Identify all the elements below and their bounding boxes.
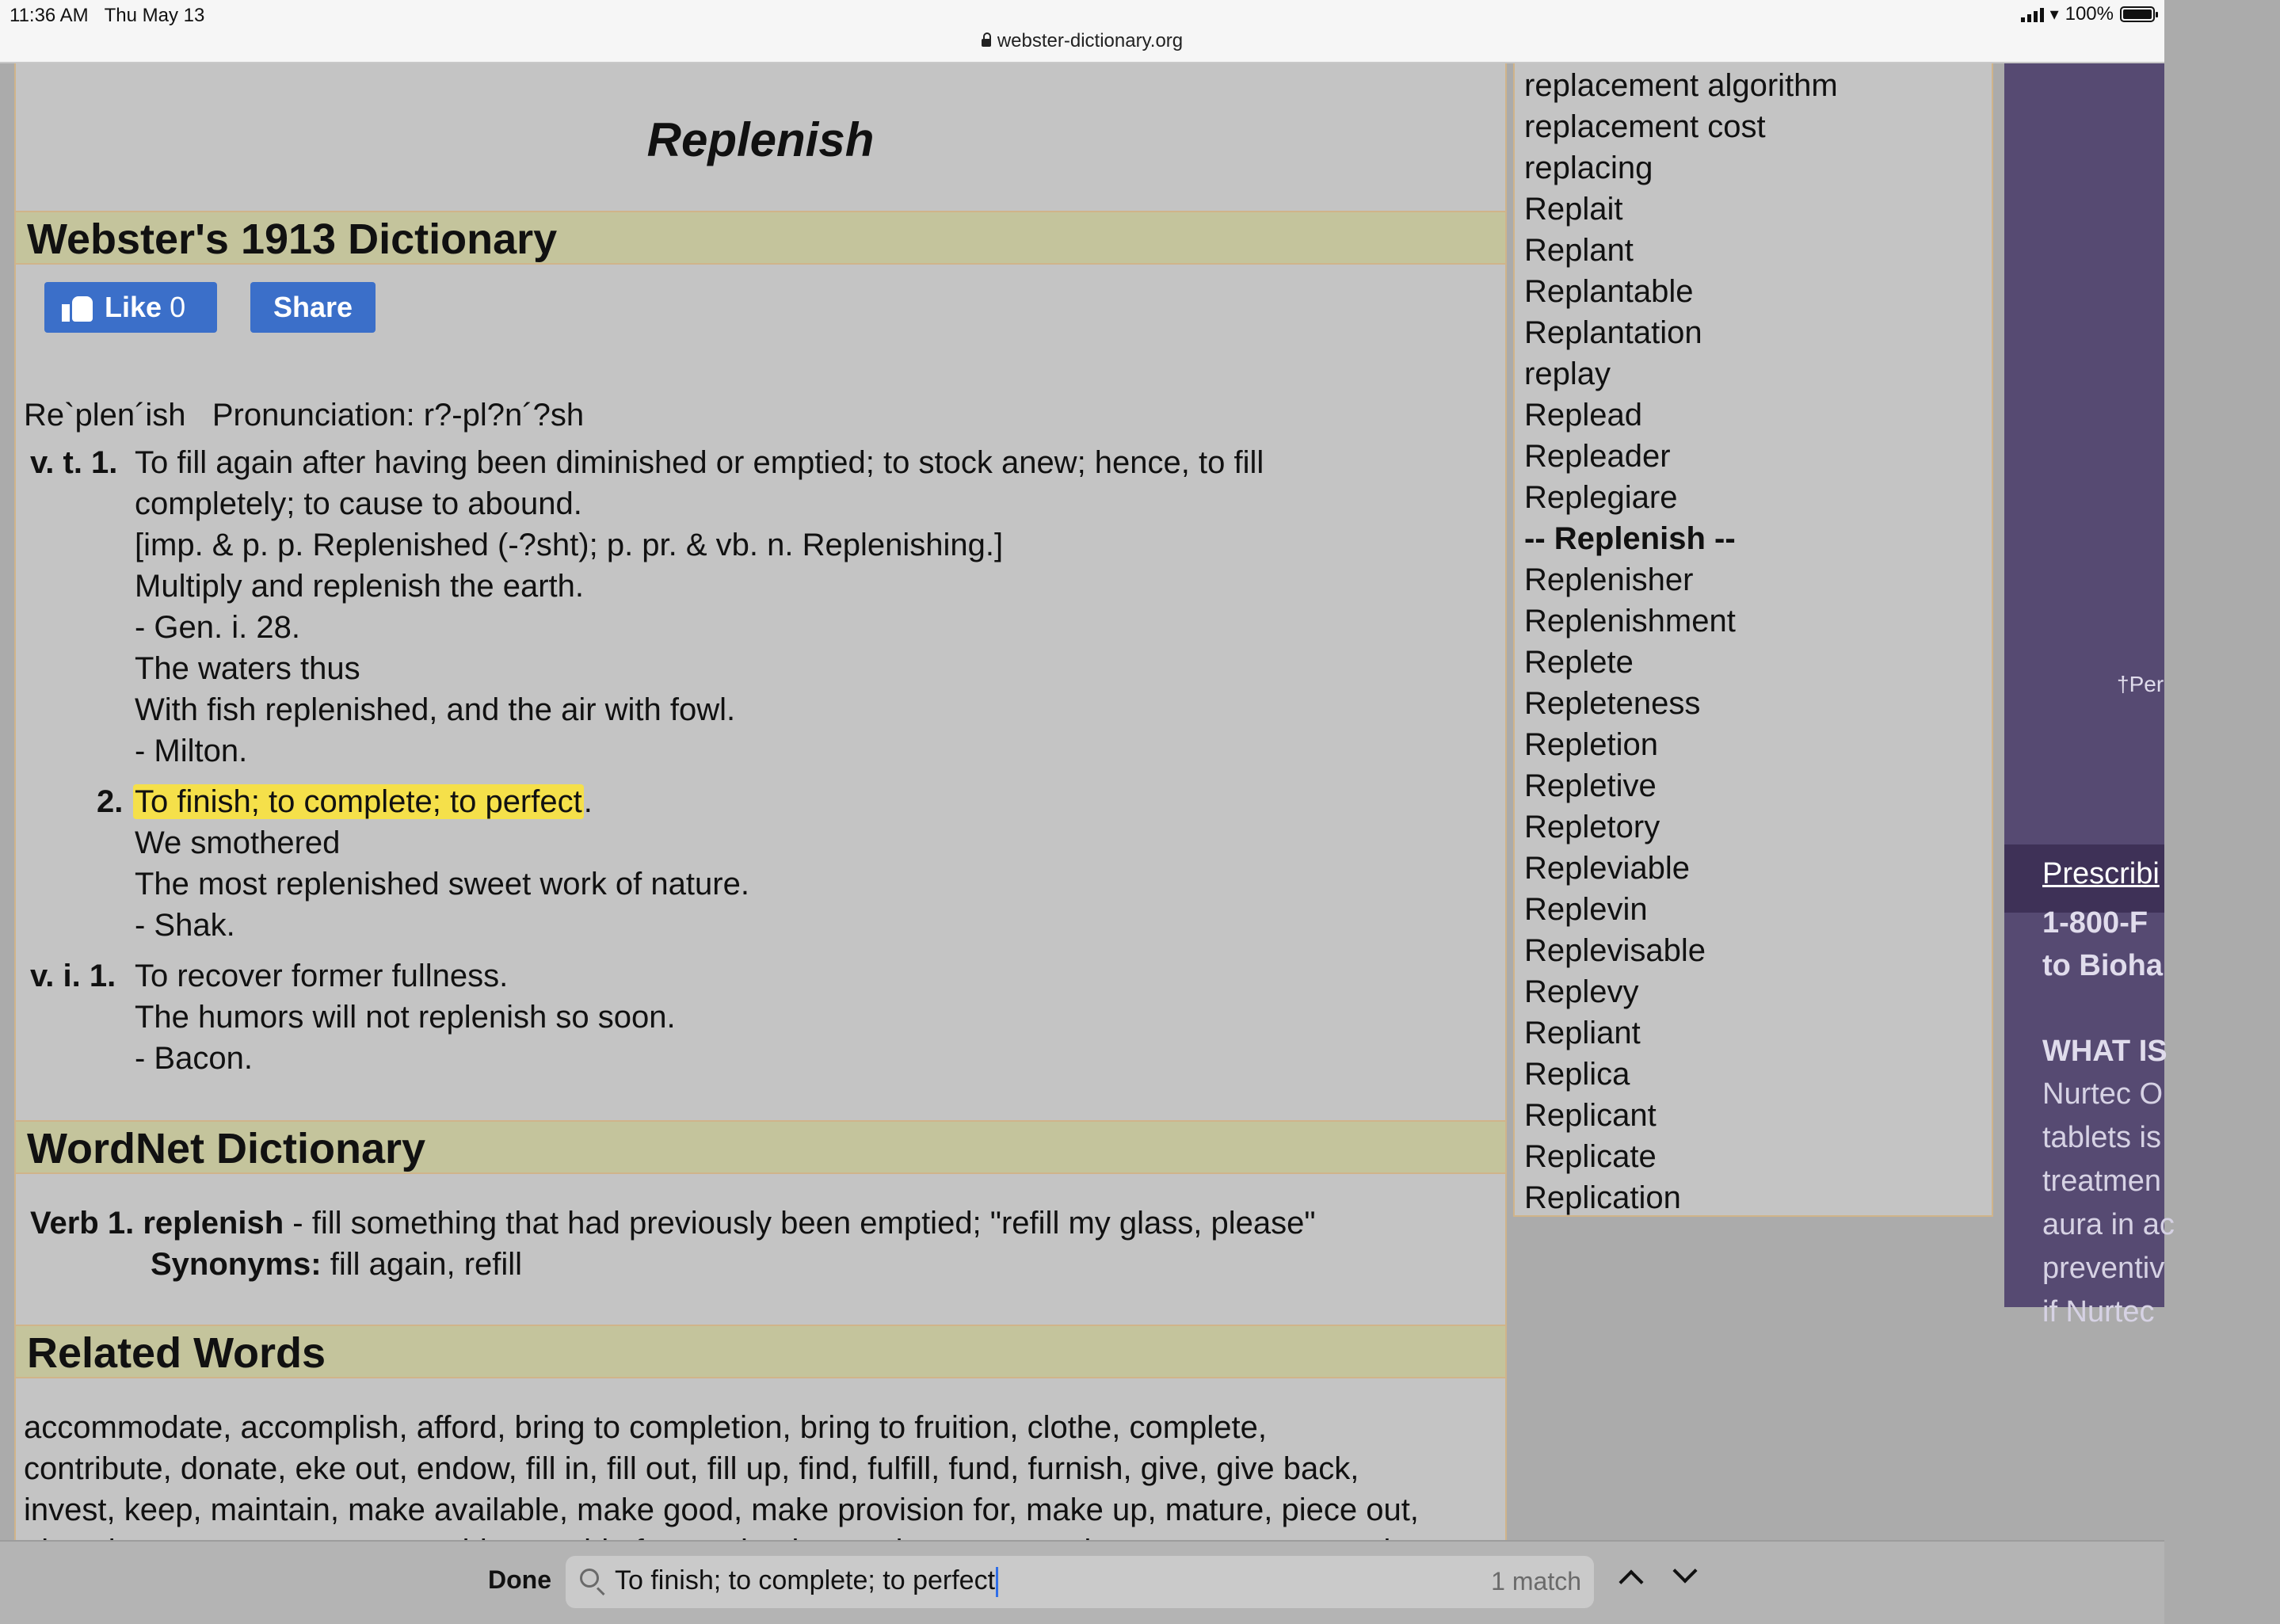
ad-body-line: if Nurtec bbox=[2042, 1295, 2155, 1329]
citation: - Gen. i. 28. bbox=[135, 610, 300, 645]
sense-label: v. t. 1. bbox=[30, 445, 118, 480]
pronunciation: r?-pl?n´?sh bbox=[423, 398, 585, 433]
status-time bbox=[10, 5, 204, 27]
sidebar-item-link[interactable]: Repleader bbox=[1524, 439, 1671, 474]
sidebar-item-link[interactable]: Replantable bbox=[1524, 274, 1694, 309]
url-text: webster-dictionary.org bbox=[997, 30, 1184, 51]
related-words-line: contribute, donate, eke out, endow, fill in, fill out, fill up, find, fulfill, fund, furnish, give, give back, bbox=[24, 1451, 1359, 1486]
sidebar-item-link[interactable]: Repleviable bbox=[1524, 851, 1691, 886]
find-in-page-bar bbox=[0, 1540, 2164, 1624]
sidebar-item-link[interactable]: Replant bbox=[1524, 233, 1634, 268]
ad-prescribing-link[interactable]: Prescribi bbox=[2042, 857, 2160, 890]
sidebar-item-link[interactable]: Replenisher bbox=[1524, 562, 1694, 597]
ad-body-panel bbox=[2004, 906, 2175, 1329]
status-indicators bbox=[2021, 3, 2155, 25]
definition-text: completely; to cause to abound. bbox=[135, 486, 582, 521]
sidebar-item-link[interactable]: Replantation bbox=[1524, 315, 1702, 350]
synonyms-list: fill again, refill bbox=[330, 1247, 523, 1282]
sidebar-item-link[interactable]: Repleteness bbox=[1524, 686, 1701, 721]
find-search-field[interactable] bbox=[566, 1556, 1594, 1608]
webster-section-header: Webster's 1913 Dictionary bbox=[16, 211, 1505, 265]
wordnet-definition bbox=[30, 1203, 1316, 1244]
wordnet-section-header: WordNet Dictionary bbox=[16, 1120, 1505, 1174]
find-match-highlight: To finish; to complete; to perfect bbox=[135, 784, 582, 819]
quotation: We smothered bbox=[135, 825, 341, 860]
ad-body-line: Nurtec O bbox=[2042, 1077, 2164, 1111]
battery-percent: 100% bbox=[2065, 3, 2114, 25]
lock-icon bbox=[982, 39, 991, 47]
definition-text: To fill again after having been diminished or emptied; to stock anew; hence, to fill bbox=[135, 445, 1264, 480]
pronunciation-label: Pronunciation: bbox=[212, 398, 415, 433]
sidebar-item-link[interactable]: replacement cost bbox=[1524, 109, 1766, 144]
ad-text-block bbox=[2042, 902, 2280, 1334]
pos-label: Verb 1. bbox=[30, 1206, 135, 1241]
related-section-header: Related Words bbox=[16, 1325, 1505, 1378]
text-cursor bbox=[996, 1567, 998, 1597]
article bbox=[14, 63, 1507, 1540]
citation: - Bacon. bbox=[135, 1041, 253, 1076]
related-words-line: invest, keep, maintain, make available, make good, make provision for, make up, mature, piece out, bbox=[24, 1492, 1419, 1527]
battery-icon bbox=[2120, 6, 2155, 22]
sidebar-item-link[interactable]: Repletion bbox=[1524, 727, 1659, 762]
wordnet-synonyms bbox=[151, 1244, 522, 1285]
facebook-like-button[interactable] bbox=[44, 282, 217, 333]
find-query-value: To finish; to complete; to perfect bbox=[615, 1565, 996, 1595]
search-icon bbox=[580, 1569, 599, 1588]
related-words-line: accommodate, accomplish, afford, bring to completion, bring to fruition, clothe, complete, bbox=[24, 1410, 1267, 1445]
find-done-button[interactable]: Done bbox=[488, 1565, 551, 1594]
sidebar-item-link[interactable]: Replicate bbox=[1524, 1139, 1657, 1174]
quotation: With fish replenished, and the air with fowl. bbox=[135, 692, 736, 727]
sidebar-item-link[interactable]: Replevin bbox=[1524, 892, 1648, 927]
quotation: Multiply and replenish the earth. bbox=[135, 569, 584, 604]
ad-body-line: tablets is bbox=[2042, 1121, 2161, 1154]
sidebar-item-link[interactable]: Repletive bbox=[1524, 768, 1657, 803]
thumbs-up-icon bbox=[62, 293, 93, 322]
sidebar-item-link[interactable]: Replevy bbox=[1524, 974, 1639, 1009]
definition-text: To recover former fullness. bbox=[135, 959, 509, 993]
sidebar-item-link[interactable]: replacement algorithm bbox=[1524, 68, 1838, 103]
quotation: The waters thus bbox=[135, 651, 360, 686]
quotation: The most replenished sweet work of nature. bbox=[135, 867, 749, 902]
sidebar-item-link[interactable]: Repletory bbox=[1524, 810, 1660, 844]
find-match-count: 1 match bbox=[1491, 1567, 1581, 1595]
sidebar-item-link[interactable]: Replead bbox=[1524, 398, 1643, 433]
sidebar-item-link[interactable]: replay bbox=[1524, 356, 1611, 391]
ad-fine-print: †Per bbox=[2117, 672, 2164, 696]
ad-body-line: treatmen bbox=[2042, 1165, 2161, 1198]
headword: Re`plen´ish bbox=[24, 398, 186, 433]
ad-body-line: preventiv bbox=[2042, 1252, 2165, 1285]
status-bar bbox=[0, 0, 2164, 63]
page-title: Replenish bbox=[646, 113, 875, 166]
definition-period: . bbox=[583, 784, 593, 819]
sidebar-item-link[interactable]: Repliant bbox=[1524, 1016, 1641, 1050]
facebook-share-button[interactable]: Share bbox=[250, 282, 376, 333]
sidebar-item-current: -- Replenish -- bbox=[1524, 521, 1736, 556]
like-label: Like bbox=[105, 291, 162, 323]
citation: - Shak. bbox=[135, 908, 235, 943]
sidebar-item-link[interactable]: Replete bbox=[1524, 645, 1634, 680]
sidebar-item-link[interactable]: Replait bbox=[1524, 192, 1623, 227]
ad-tagline: to Bioha bbox=[2042, 949, 2163, 982]
clock-date: Thu May 13 bbox=[104, 5, 205, 26]
sidebar-item-link[interactable]: Replevisable bbox=[1524, 933, 1706, 968]
chevron-down-icon[interactable] bbox=[1672, 1558, 1697, 1583]
like-count: 0 bbox=[170, 291, 186, 323]
sidebar-item-link[interactable]: Replegiare bbox=[1524, 480, 1678, 515]
ad-heading: WHAT IS bbox=[2042, 1035, 2168, 1068]
headword-line bbox=[24, 395, 584, 436]
nearby-words-list bbox=[1513, 63, 1993, 1217]
sense-label: 2. bbox=[97, 784, 124, 819]
wordnet-term: replenish bbox=[143, 1206, 284, 1241]
sidebar-item-link[interactable]: Replication bbox=[1524, 1180, 1681, 1215]
sense-label: v. i. 1. bbox=[30, 959, 116, 993]
wifi-icon: ▾ bbox=[2049, 4, 2059, 24]
wordnet-gloss: - fill something that had previously been emptied; "refill my glass, please" bbox=[292, 1206, 1316, 1241]
citation: - Milton. bbox=[135, 734, 248, 768]
sidebar-item-link[interactable]: Replica bbox=[1524, 1057, 1630, 1092]
chevron-up-icon[interactable] bbox=[1618, 1569, 1643, 1594]
sidebar-item-link[interactable]: replacing bbox=[1524, 151, 1653, 185]
cellular-signal-icon bbox=[2021, 6, 2044, 22]
synonyms-label: Synonyms: bbox=[151, 1247, 322, 1282]
quotation: The humors will not replenish so soon. bbox=[135, 1000, 676, 1035]
ad-body-line: aura in ac bbox=[2042, 1208, 2175, 1241]
clock-time: 11:36 AM bbox=[10, 5, 89, 26]
definition-text bbox=[133, 781, 593, 822]
inflection-forms: [imp. & p. p. Replenished (-?sht); p. pr. & vb. n. Replenishing.] bbox=[135, 528, 1004, 562]
sidebar-item-link[interactable]: Replicant bbox=[1524, 1098, 1657, 1133]
ad-phone: 1-800-F bbox=[2042, 906, 2148, 940]
sidebar-item-link[interactable]: Replenishment bbox=[1524, 604, 1736, 639]
address-bar[interactable] bbox=[0, 30, 2164, 52]
ad-banner[interactable] bbox=[2004, 63, 2164, 844]
find-query-text bbox=[615, 1565, 998, 1597]
